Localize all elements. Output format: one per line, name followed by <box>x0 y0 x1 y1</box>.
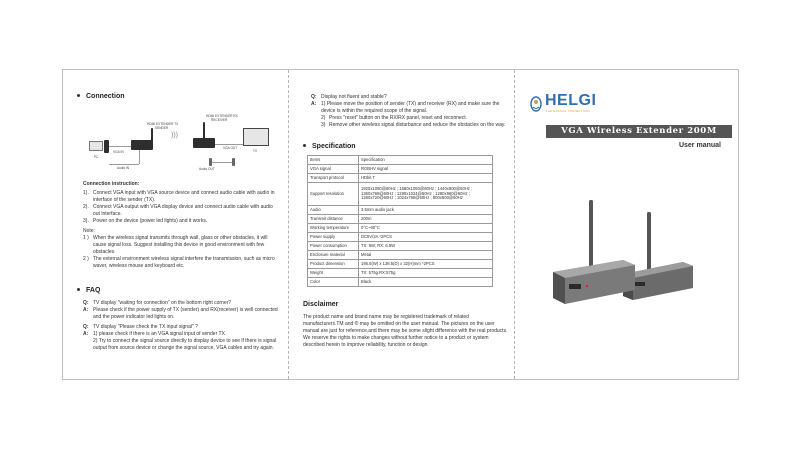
spec-row <box>308 165 493 174</box>
rx-antenna-icon <box>203 122 205 139</box>
instruction-item: 1). Connect VGA input with VGA source device and connect audio cable with audio in interface of the sender (TX). <box>83 190 275 203</box>
brand-tagline: THE MAGICAL CONNECTIONS <box>546 110 591 113</box>
spec-row <box>308 183 493 206</box>
spec-row <box>308 242 493 251</box>
faq-question: Q: TV display "Please check the TX input signal" ? <box>83 324 198 330</box>
spec-row <box>308 174 493 183</box>
connection-heading: Connection <box>77 93 125 100</box>
spec-value: Black <box>359 278 493 287</box>
product-photo <box>543 200 713 310</box>
instruction-title: Connection instruction: <box>83 181 140 187</box>
antenna-icon-2 <box>589 200 593 272</box>
manual-sheet <box>62 69 739 380</box>
tx-label-2: SENDER <box>155 126 169 130</box>
spec-key: Product dimension <box>308 260 359 269</box>
spec-row <box>308 156 493 165</box>
cover-panel <box>515 70 739 379</box>
bullet-icon <box>77 94 80 97</box>
spec-key: Power consumption <box>308 242 359 251</box>
faq-answer: A: 1) Please move the position of sender (TX) and receiver (RX) and make sure the device is within the required scope of the signal. <box>311 101 500 114</box>
pc-monitor-icon <box>89 141 103 151</box>
spec-key: Weight <box>308 269 359 278</box>
spec-value: DC5V/2A *2PCS <box>359 233 493 242</box>
spec-key: Support resolution <box>308 183 359 206</box>
speaker-icon-2 <box>232 158 235 166</box>
vga-out-label: VGA OUT <box>223 146 238 150</box>
spec-value: HDbit T <box>359 174 493 183</box>
faq-continued <box>311 94 507 129</box>
spec-key: Working temperature <box>308 224 359 233</box>
antenna-icon <box>647 212 651 272</box>
spec-row <box>308 206 493 215</box>
faq-answer: A: Please check if the power supply of TX (sender) and RX(receiver) is well connected and the power indicator led lights on. <box>83 307 278 320</box>
spec-key: Items <box>308 156 359 165</box>
middle-panel <box>289 70 514 379</box>
spec-key: Transmit distance <box>308 215 359 224</box>
spec-value: TX: 8W; RX: 6.5W <box>359 242 493 251</box>
faq-list <box>83 300 279 352</box>
audio-out-cable <box>212 162 232 163</box>
spec-value: Metal <box>359 251 493 260</box>
rx-label-2: RECEIVER <box>211 118 228 122</box>
disclaimer-text <box>303 314 508 349</box>
vga-in-label: VGA IN <box>113 150 124 154</box>
spec-key: Color <box>308 278 359 287</box>
user-manual-label: User manual <box>678 142 721 149</box>
spec-key: Power supply <box>308 233 359 242</box>
brand-name: HELGI <box>545 92 597 109</box>
helgi-logo-icon <box>530 96 542 112</box>
disclaimer-paragraph: We reserve the rights to make changes without further notice to a product or system described herein to improve reliability, function or design. <box>303 335 489 348</box>
vga-out-cable <box>215 144 243 145</box>
tv-icon <box>243 128 269 146</box>
spec-value: Specification <box>359 156 493 165</box>
instruction-item: 3). Power on the device (power led lights) and it works. <box>83 218 208 224</box>
audio-out-label: Audio OUT <box>199 167 215 171</box>
bullet-icon <box>303 144 306 147</box>
faq-question: Q: Display not fluent and stable? <box>311 94 387 100</box>
left-panel <box>63 70 287 379</box>
note-title: Note: <box>83 228 95 234</box>
spec-table <box>307 155 493 287</box>
audio-in-label: Audio IN <box>117 166 130 170</box>
note-item: 1 ) When the wireless signal transmits through wall, glass or other obstacles, it will cause signal loss. Suggest installing this device in good environment with few obstacles. <box>83 235 268 255</box>
spec-key: Enclosure material <box>308 251 359 260</box>
disclaimer-paragraph: The product name and brand name may be registered trademark of related manufacturers.TM and ® may be omitted on the user manual. The pictures on the user manual are just for reference,and there may be some slight difference with the real products. <box>303 314 508 334</box>
spec-key: VGA signal <box>308 165 359 174</box>
spec-value: 200m <box>359 215 493 224</box>
tx-label: HDMI EXTENDER TX <box>147 122 179 126</box>
spec-row <box>308 269 493 278</box>
faq-answer-detail: 2) Press "reset" button on the RX/RX panel, reset and reconnect. <box>321 115 468 121</box>
spec-row <box>308 233 493 242</box>
rx-label: HDMI EXTENDER RX <box>206 114 238 118</box>
tv-label: TV <box>253 149 258 153</box>
spec-heading: Specification <box>303 143 356 150</box>
connection-diagram <box>85 108 275 178</box>
instruction-item: 2). Connect VGA output with VGA display device and connect audio cable with audio out interface. <box>83 204 273 217</box>
spec-value: RGBHV signal <box>359 165 493 174</box>
tx-sender-icon <box>131 140 153 150</box>
disclaimer-heading: Disclaimer <box>303 301 339 308</box>
spec-value: 1920x1080@60Hz ; 1680x1050@60Hz ; 1440x900@60Hz ; 1360x768@60Hz ; 1280x1024@60Hz ; 1280x960@60Hz ; 1280x720@60Hz ; 1024x768@60Hz ; 800x600@60Hz <box>359 183 493 206</box>
faq-answer-detail: 2) Try to connect the signal source directly to display device to see if there is signal output from source device or change the signal source, VGA cables and try again. <box>93 338 277 351</box>
note-item: 2 ) The external environment wireless signal interfere the transmission, such as micro waver, wireless mouse and keyboard etc. <box>83 256 275 269</box>
signal-waves-icon: ))) <box>171 132 178 139</box>
audio-cable <box>109 164 139 165</box>
spec-value: TX: 575g RX:575g <box>359 269 493 278</box>
spec-key: Audio <box>308 206 359 215</box>
faq-heading: FAQ <box>77 287 100 294</box>
audio-cable-2 <box>139 150 140 164</box>
faq-question: Q: TV display "waiting for connection" on the bottom right corner? <box>83 300 232 306</box>
spec-row <box>308 224 493 233</box>
tx-antenna-icon <box>151 128 153 141</box>
vga-cable <box>109 146 131 147</box>
spec-row <box>308 251 493 260</box>
spec-value: 195.5(W) x 138.5(D) x 32(H)mm *2PCS <box>359 260 493 269</box>
product-title: VGA Wireless Extender 200M <box>546 125 732 138</box>
faq-answer: A: 1) please check if there is an VGA signal input of sender TX <box>83 331 225 337</box>
bullet-icon <box>77 288 80 291</box>
rx-receiver-icon <box>193 138 215 148</box>
spec-key: Transport protocol <box>308 174 359 183</box>
connection-instructions <box>83 181 279 270</box>
spec-value: 3.5mm audio jack <box>359 206 493 215</box>
spec-row <box>308 278 493 287</box>
faq-answer-detail: 3) Remove other wireless signal disturbance and reduce the obstacles on the way. <box>321 122 506 128</box>
spec-row <box>308 260 493 269</box>
spec-row <box>308 215 493 224</box>
spec-value: 0°C~60°C <box>359 224 493 233</box>
pc-label: PC <box>94 155 99 159</box>
